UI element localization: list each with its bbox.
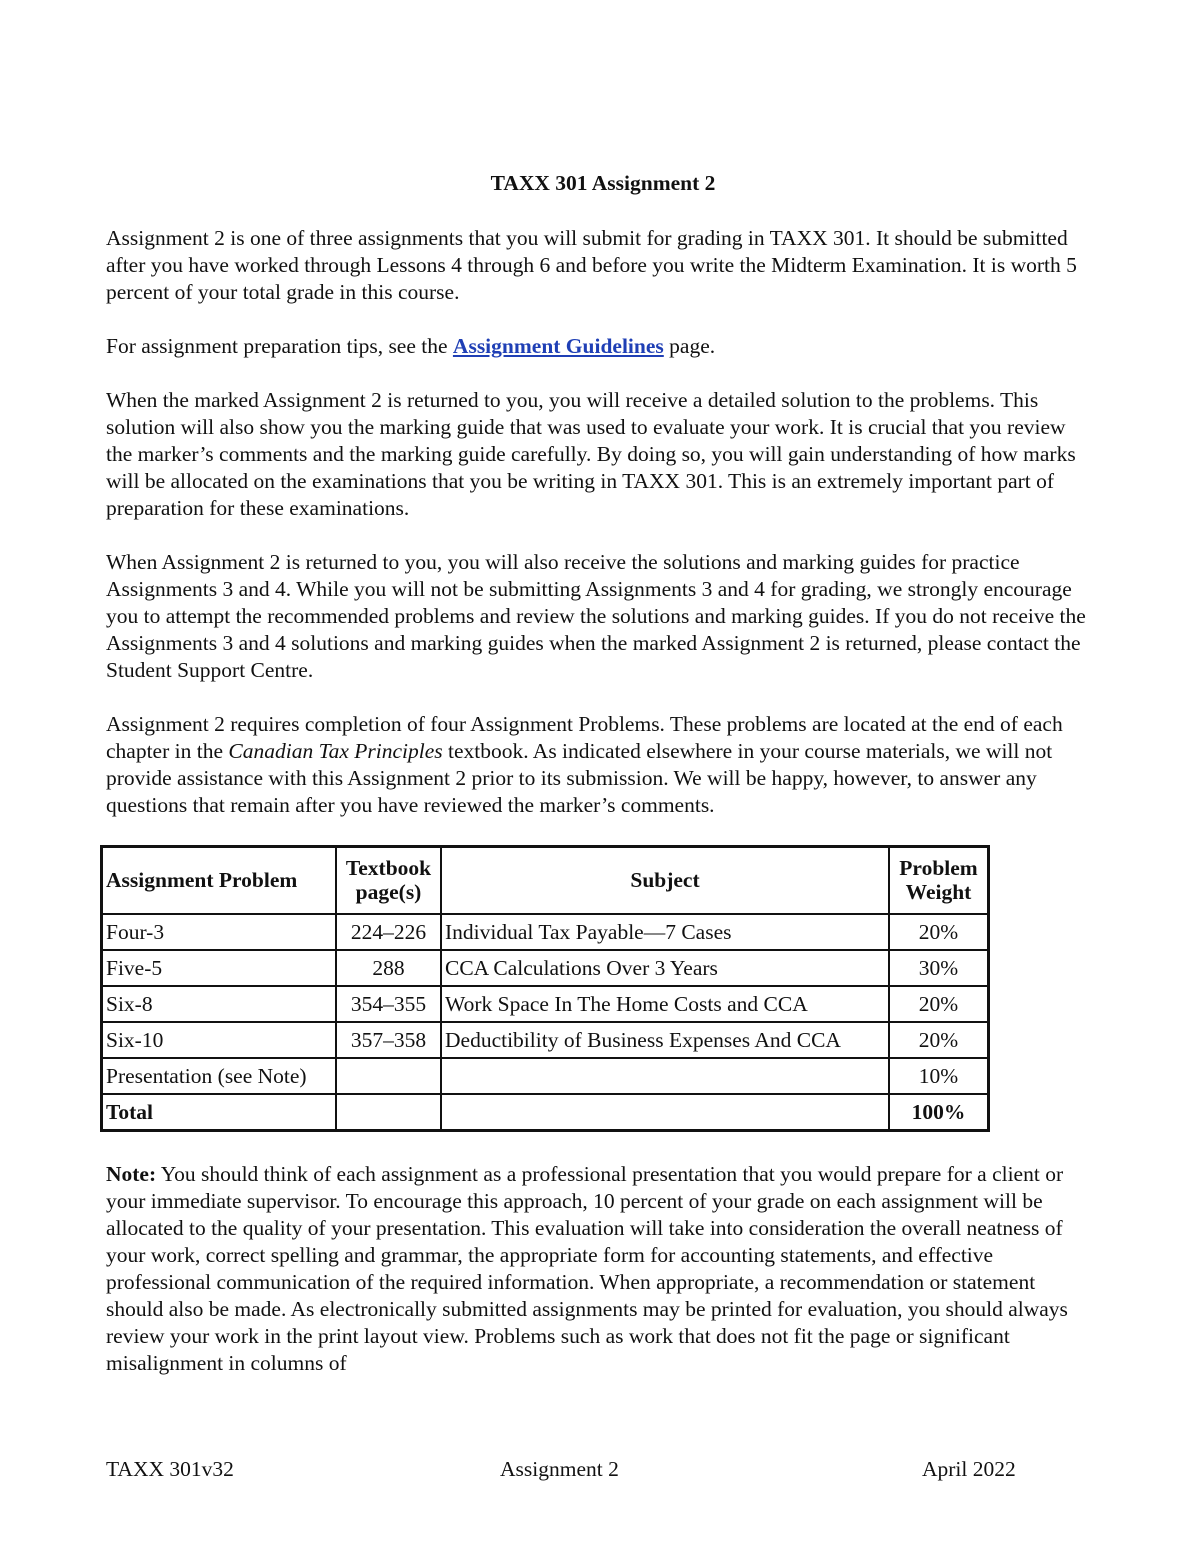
- assignment-guidelines-link[interactable]: Assignment Guidelines: [452, 334, 664, 358]
- cell-weight: 20%: [889, 986, 989, 1022]
- cell-problem: Six-8: [102, 986, 337, 1022]
- page-title: TAXX 301 Assignment 2: [490, 171, 716, 195]
- cell-problem: Five-5: [102, 950, 337, 986]
- cell-pages: 357–358: [336, 1022, 441, 1058]
- guidelines-text-before: For assignment preparation tips, see the: [106, 334, 453, 358]
- table-row: [102, 914, 989, 950]
- cell-problem: Six-10: [102, 1022, 337, 1058]
- cell-subject: Deductibility of Business Expenses And CCA: [441, 1022, 889, 1058]
- solutions-paragraph: When Assignment 2 is returned to you, you will also receive the solutions and marking guides for practice Assignments 3 and 4. While you will not be submitting Assignments 3 and 4 for grading, we strongly encourage you to attempt the recommended problems and review the solutions and marking guides. If you do not receive the Assignments 3 and 4 solutions and marking guides when the marked Assignment 2 is returned, please contact the Student Support Centre.: [106, 550, 1086, 682]
- textbook-title: Canadian Tax Principles: [228, 739, 443, 763]
- cell-weight: 20%: [889, 1022, 989, 1058]
- cell-subject: Individual Tax Payable—7 Cases: [441, 914, 889, 950]
- cell-pages: 224–226: [336, 914, 441, 950]
- footer-date: April 2022: [922, 1457, 1016, 1481]
- cell-total-weight: 100%: [889, 1094, 989, 1131]
- table-row: [102, 1058, 989, 1094]
- table-header-row: [102, 847, 989, 915]
- assignment-problems-table: [100, 845, 990, 1132]
- header-problem-weight: Problem Weight: [889, 847, 989, 915]
- intro-paragraph: Assignment 2 is one of three assignments that you will submit for grading in TAXX 301. It should be submitted after you have worked through Lessons 4 through 6 and before you write the Midterm Examination. It is worth 5 percent of your total grade in this course.: [106, 226, 1077, 304]
- cell-pages: 354–355: [336, 986, 441, 1022]
- cell-weight: 30%: [889, 950, 989, 986]
- requirements-paragraph: [106, 711, 1096, 819]
- marked-assignment-paragraph: When the marked Assignment 2 is returned to you, you will receive a detailed solution to the problems. This solution will also show you the marking guide that was used to evaluate your work. It is crucial that you review the marker’s comments and the marking guide carefully. By doing so, you will gain understanding of how marks will be allocated on the examinations that you be writing in TAXX 301. This is an extremely important part of preparation for these examinations.: [106, 388, 1076, 520]
- cell-subject: [441, 1058, 889, 1094]
- cell-problem: Presentation (see Note): [102, 1058, 337, 1094]
- cell-empty: [336, 1094, 441, 1131]
- cell-total-label: Total: [102, 1094, 337, 1131]
- guidelines-text-after: page.: [663, 334, 716, 358]
- header-assignment-problem: Assignment Problem: [102, 847, 337, 915]
- note-label: Note:: [106, 1162, 157, 1186]
- table-row: [102, 986, 989, 1022]
- cell-weight: 10%: [889, 1058, 989, 1094]
- requirements-text-before: Assignment 2 requires completion of four Assignment Problems. These problems are located at the end of each chapter in the: [106, 712, 1063, 763]
- footer-assignment-name: Assignment 2: [500, 1457, 619, 1481]
- requirements-text-after: textbook. As indicated elsewhere in your course materials, we will not provide assistance with this Assignment 2 prior to its submission. We will be happy, however, to answer any questions that remain after you have reviewed the marker’s comments.: [106, 739, 1053, 817]
- table-row: [102, 950, 989, 986]
- cell-subject: CCA Calculations Over 3 Years: [441, 950, 889, 986]
- footer-course-code: TAXX 301v32: [106, 1457, 234, 1481]
- header-textbook-pages: Textbook page(s): [336, 847, 441, 915]
- cell-weight: 20%: [889, 914, 989, 950]
- note-text: You should think of each assignment as a professional presentation that you would prepare for a client or your immediate supervisor. To encourage this approach, 10 percent of your grade on each assignment will be allocated to the quality of your presentation. This evaluation will take into consideration the overall neatness of your work, correct spelling and grammar, the appropriate form for accounting statements, and effective professional communication of the required information. When appropriate, a recommendation or statement should also be made. As electronically submitted assignments may be printed for evaluation, you should always review your work in the print layout view. Problems such as work that does not fit the page or significant misalignment in columns of: [106, 1162, 1068, 1375]
- guidelines-paragraph: [106, 333, 1096, 360]
- table-total-row: [102, 1094, 989, 1131]
- cell-pages: 288: [336, 950, 441, 986]
- header-subject: Subject: [441, 847, 889, 915]
- note-paragraph: [106, 1161, 1096, 1377]
- table-row: [102, 1022, 989, 1058]
- cell-pages: [336, 1058, 441, 1094]
- cell-subject: Work Space In The Home Costs and CCA: [441, 986, 889, 1022]
- cell-empty: [441, 1094, 889, 1131]
- cell-problem: Four-3: [102, 914, 337, 950]
- document-body: [106, 168, 1096, 846]
